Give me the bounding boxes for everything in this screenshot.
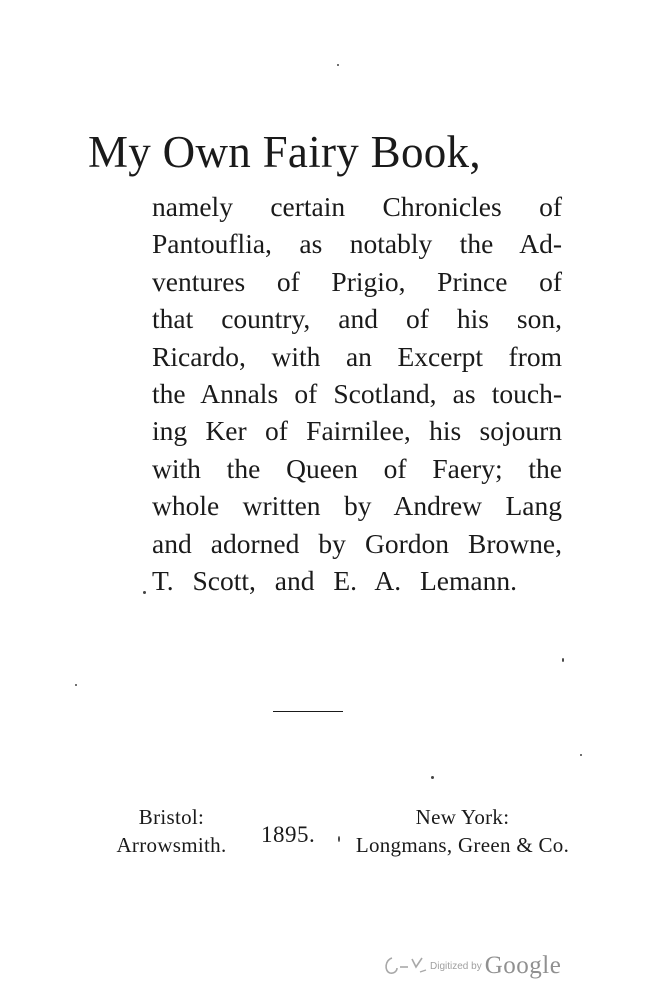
description-line: whole written by Andrew Lang (152, 490, 562, 522)
book-title: My Own Fairy Book, (88, 127, 481, 177)
description-line: Ricardo, with an Excerpt from (152, 340, 562, 372)
imprint-left (104, 803, 239, 859)
watermark-prefix: Digitized by (430, 960, 482, 972)
description-line: with the Queen of Faery; the (152, 452, 562, 484)
description-line: ventures of Prigio, Prince of (152, 265, 562, 297)
imprint-left-city: Bristol: (138, 805, 205, 829)
title-description (152, 188, 562, 599)
digitized-watermark (382, 946, 561, 986)
description-line: namely certain Chronicles of (152, 191, 562, 222)
divider-rule (273, 711, 343, 712)
scribble-icon (382, 955, 428, 977)
scan-speck (143, 591, 146, 594)
scan-speck (338, 836, 340, 842)
description-line: that country, and of his son, (152, 303, 562, 335)
description-line: ing Ker of Fairnilee, his sojourn (152, 415, 562, 447)
description-line: Pantouflia, as notably the Ad- (152, 228, 562, 260)
scan-speck (580, 754, 582, 756)
imprint-left-publisher: Arrowsmith. (116, 833, 227, 857)
imprint-right (340, 803, 585, 859)
description-line: T. Scott, and E. A. Lemann. (152, 564, 517, 596)
imprint-right-city: New York: (415, 805, 510, 829)
watermark-brand: Google (484, 952, 562, 979)
publication-year: 1895. (261, 822, 316, 847)
scan-speck (337, 64, 339, 66)
scan-speck (431, 776, 434, 779)
imprint-right-publisher: Longmans, Green & Co. (355, 833, 570, 857)
description-line: the Annals of Scotland, as touch- (152, 377, 562, 409)
scan-speck (75, 684, 77, 686)
description-line: and adorned by Gordon Browne, (152, 527, 562, 559)
scan-speck (562, 658, 564, 662)
